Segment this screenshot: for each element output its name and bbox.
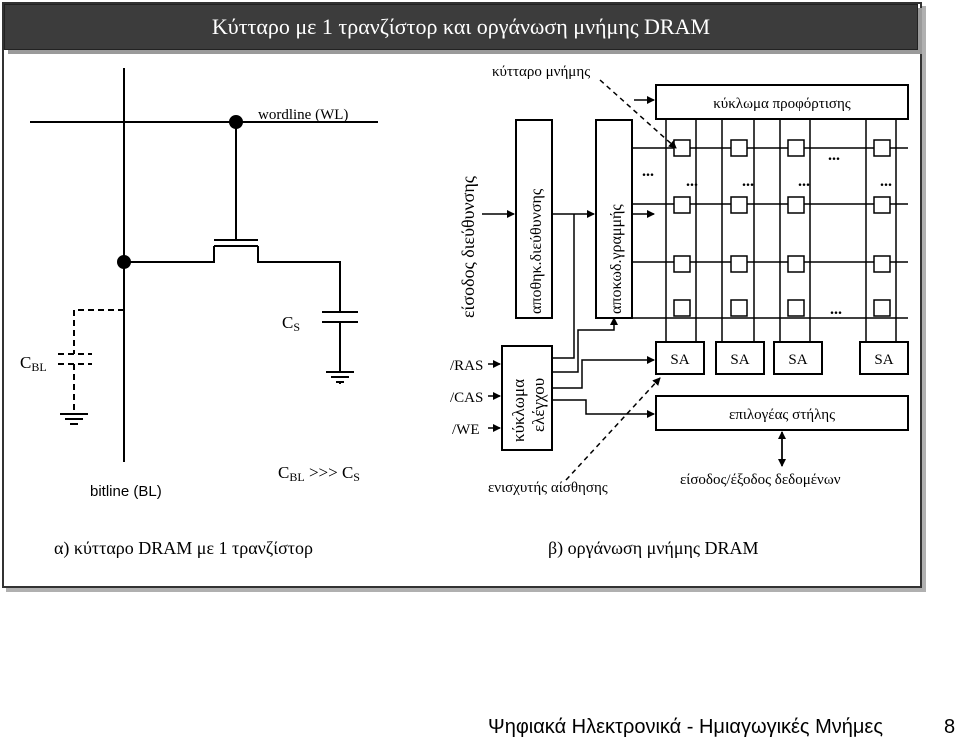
cell-r1-c4: [874, 140, 890, 156]
sa-label-3: SA: [788, 352, 808, 368]
cell-r4-c1: [674, 300, 690, 316]
sense-amp-pointer: [566, 378, 660, 480]
control-circuit-label-1: κύκλωμα: [509, 378, 528, 442]
control-wires: [552, 100, 654, 414]
ellipsis-4: ...: [798, 173, 810, 190]
bitline-label: bitline (BL): [90, 483, 162, 500]
cs-label: CS: [282, 313, 301, 334]
ellipsis-5: ...: [828, 147, 840, 164]
wordline-label: wordline (WL): [258, 107, 349, 123]
capacitance-relation: CBL >>> CS: [278, 463, 360, 484]
cell-r4-c3: [788, 300, 804, 316]
page-number: 8: [944, 716, 956, 738]
cell-r4-c4: [874, 300, 890, 316]
sa-label-2: SA: [730, 352, 750, 368]
cell-r2-c3: [788, 197, 804, 213]
slide-title: Κύτταρο με 1 τρανζίστορ και οργάνωση μνήμης DRAM: [211, 14, 711, 39]
footer-title: Ψηφιακά Ηλεκτρονικά - Ημιαγωγικές Μνήμες: [488, 716, 883, 738]
column-selector-label: επιλογέας στήλης: [728, 407, 836, 423]
control-circuit-label-2: ελέγχου: [529, 377, 548, 432]
cell-r3-c3: [788, 256, 804, 272]
memory-cell-label: κύτταρο μνήμης: [492, 64, 591, 80]
cell-r2-c1: [674, 197, 690, 213]
precharge-label: κύκλωμα προφόρτισης: [713, 96, 851, 112]
we-signal-label: /WE: [452, 422, 480, 438]
cas-signal-label: /CAS: [450, 390, 484, 406]
sense-amp-label: ενισχυτής αίσθησης: [488, 480, 608, 496]
ellipsis-6: ...: [880, 173, 892, 190]
ellipsis-2: ...: [686, 173, 698, 190]
dram-cell-schematic: [30, 68, 378, 462]
cell-r1-c3: [788, 140, 804, 156]
control-signal-arrows: [482, 214, 654, 428]
cell-r1-c1: [674, 140, 690, 156]
sa-label-1: SA: [670, 352, 690, 368]
cell-r2-c4: [874, 197, 890, 213]
address-buffer-label: αποθηκ.διεύθυνσης: [528, 188, 545, 314]
cell-r3-c4: [874, 256, 890, 272]
cbl-label: CBL: [20, 353, 47, 374]
cbl-parasitic-capacitor: [58, 310, 124, 414]
drain-lead: [124, 246, 214, 262]
sa-label-4: SA: [874, 352, 894, 368]
sense-amplifiers: [656, 342, 908, 374]
bitline-junction-dot: [118, 256, 130, 268]
memory-blocks: [502, 85, 908, 450]
memory-cell-pointer: [600, 80, 676, 148]
memory-cells: [674, 140, 890, 316]
array-ellipses: [642, 147, 892, 318]
cell-r4-c2: [731, 300, 747, 316]
cell-r3-c2: [731, 256, 747, 272]
ellipsis-1: ...: [642, 163, 654, 180]
source-lead: [258, 246, 340, 312]
cell-r2-c2: [731, 197, 747, 213]
ellipsis-7: ...: [830, 301, 842, 318]
ellipsis-3: ...: [742, 173, 754, 190]
ras-signal-label: /RAS: [450, 358, 484, 374]
caption-b: β) οργάνωση μνήμης DRAM: [548, 538, 759, 558]
address-input-label: είσοδος διεύθυνσης: [458, 176, 478, 318]
cell-r1-c2: [731, 140, 747, 156]
cbl-ground-icon: [60, 414, 88, 424]
data-io-label: είσοδος/έξοδος δεδομένων: [680, 472, 841, 488]
cell-r3-c1: [674, 256, 690, 272]
caption-a: α) κύτταρο DRAM με 1 τρανζίστορ: [54, 538, 314, 558]
row-decoder-label: αποκωδ.γραμμής: [608, 204, 625, 314]
